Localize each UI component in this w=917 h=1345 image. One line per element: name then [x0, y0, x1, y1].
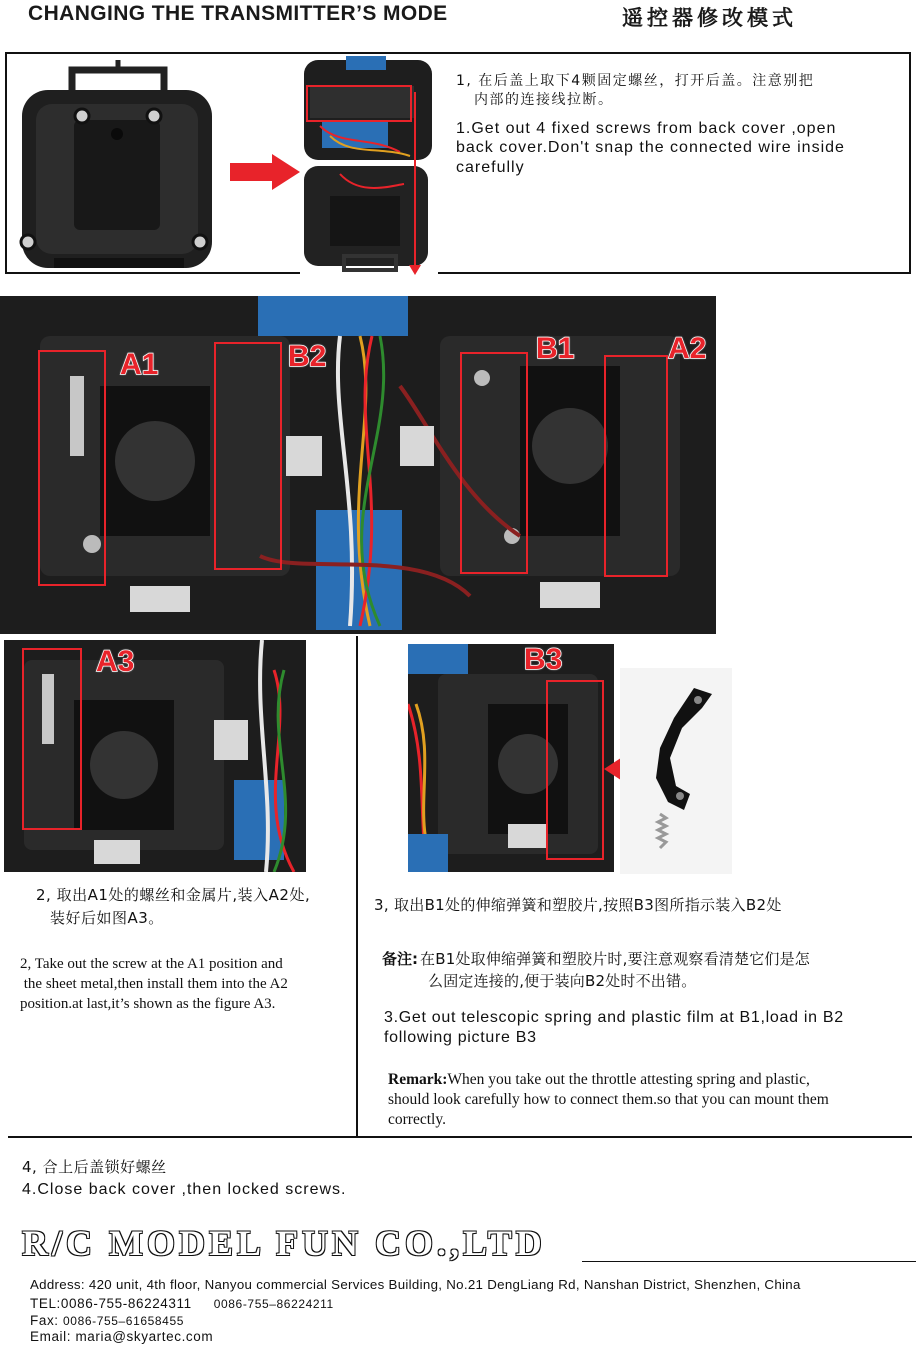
step1-en-line2: back cover.Don't snap the connected wire inside	[456, 139, 845, 156]
remark-text-line1: When you take out the throttle attesting spring and plastic,	[447, 1071, 810, 1088]
label-a2: A2	[668, 332, 707, 365]
step3-remark-line3: correctly.	[388, 1111, 446, 1128]
fax-label: Fax:	[30, 1313, 59, 1328]
right-arrow-icon	[230, 154, 300, 190]
step3-note-line1: 在B1处取伸缩弹簧和塑胶片时,要注意观察看清楚它们是怎	[420, 950, 811, 968]
step2-cn-line2: 装好后如图A3。	[50, 909, 164, 927]
company-address: Address: 420 unit, 4th floor, Nanyou commercial Services Building, No.21 DengLiang Rd, Nanshan District, Shenzhen, China	[30, 1277, 801, 1292]
wire-highlight-box	[306, 85, 412, 122]
tel-number-1: 0086-755-86224311	[60, 1296, 192, 1311]
tel-number-2: 0086-755–86224211	[213, 1297, 334, 1311]
transmitter-back-photo	[14, 60, 218, 268]
step1-cn-line1: 1, 在后盖上取下4颗固定螺丝，打开后盖。注意别把	[456, 73, 815, 89]
step4-en-line: 4.Close back cover ,then locked screws.	[22, 1181, 347, 1198]
down-arrow-icon	[409, 262, 421, 272]
step3-remark-line1	[388, 1070, 810, 1090]
fax-number: 0086-755–61658455	[63, 1314, 184, 1328]
label-b2: B2	[288, 340, 327, 373]
step2-en-line1: 2, Take out the screw at the A1 position and	[20, 956, 283, 972]
b1-highlight-box	[460, 352, 528, 574]
a1-highlight-box	[38, 350, 106, 586]
step1-en-line1: 1.Get out 4 fixed screws from back cover ,open	[456, 120, 837, 137]
step4-cn-line: 4, 合上后盖锁好螺丝	[22, 1158, 167, 1176]
title-english: CHANGING THE TRANSMITTER’S MODE	[28, 2, 448, 25]
step3-cn-line: 3, 取出B1处的伸缩弹簧和塑胶片,按照B3图所指示装入B2处	[374, 896, 782, 914]
spring-plastic-part-photo	[620, 668, 732, 874]
b3-highlight-box	[546, 680, 604, 860]
step3-note-label: 备注:	[382, 950, 418, 968]
company-underline	[582, 1261, 916, 1262]
step3-en-line2: following picture B3	[384, 1029, 537, 1046]
remark-label: Remark:	[388, 1071, 448, 1088]
a3-highlight-box	[22, 648, 82, 830]
label-a3: A3	[96, 645, 135, 678]
label-b3: B3	[524, 643, 563, 676]
step3-en-line1: 3.Get out telescopic spring and plastic film at B1,load in B2	[384, 1009, 844, 1026]
step3-remark-line2: should look carefully how to connect them.so that you can mount them	[388, 1091, 829, 1108]
step2-en-line2: the sheet metal,then install them into the A2	[20, 976, 288, 992]
a2-highlight-box	[604, 355, 668, 577]
company-email: Email: maria@skyartec.com	[30, 1329, 214, 1344]
step2-cn-line1: 2, 取出A1处的螺丝和金属片,装入A2处,	[36, 886, 311, 904]
step1-cn-line2: 内部的连接线拉断。	[474, 92, 614, 108]
tel-label: TEL:	[30, 1296, 61, 1311]
step1-en-line3: carefully	[456, 159, 525, 176]
company-name: R/C MODEL FUN CO.,LTD	[22, 1223, 546, 1263]
column-divider	[356, 636, 358, 1138]
step2-en-line3: position.at last,it’s shown as the figure A3.	[20, 996, 276, 1012]
label-b1: B1	[536, 332, 575, 365]
company-tel	[30, 1295, 334, 1313]
section-divider	[8, 1136, 912, 1138]
label-a1: A1	[120, 348, 159, 381]
b2-highlight-box	[214, 342, 282, 570]
cover-separation-line	[414, 92, 416, 272]
title-chinese: 遥控器修改模式	[622, 6, 797, 30]
step3-note-line2: 么固定连接的,便于装向B2处时不出错。	[428, 972, 697, 990]
